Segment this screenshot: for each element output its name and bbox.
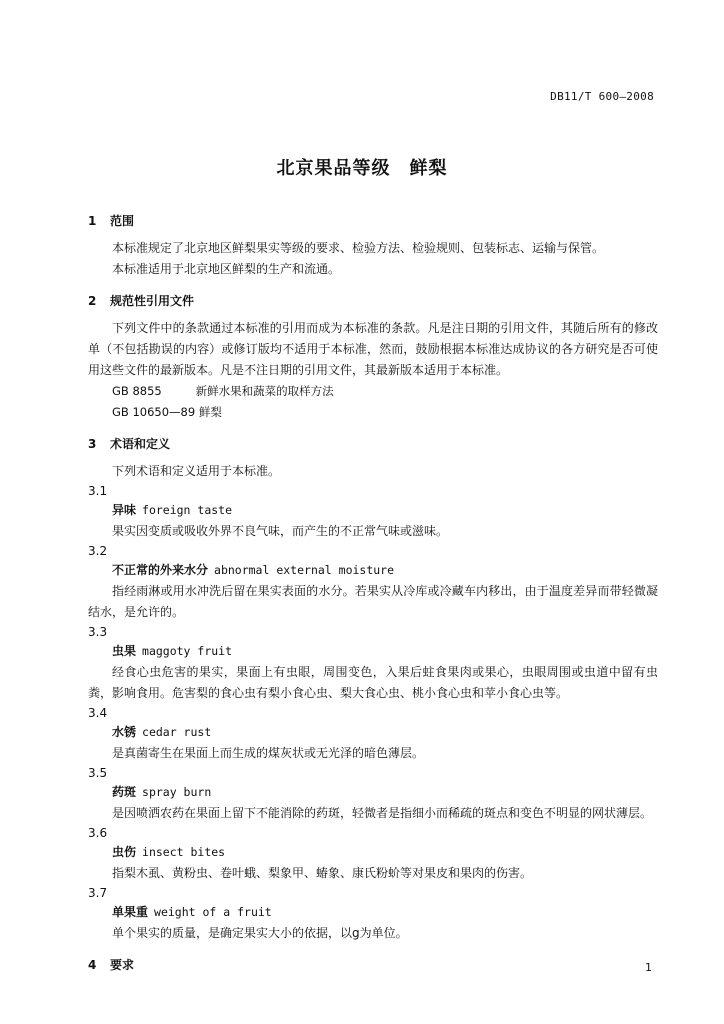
term-name-en: foreign taste [142,503,233,517]
term-name [112,842,658,863]
section-heading-terms [88,433,658,455]
reference-name: 新鲜水果和蔬菜的取样方法 [195,384,334,398]
term-entry [88,542,658,623]
term-number: 3.5 [88,766,108,780]
term-definition: 果实因变质或吸收外界不良气味，而产生的不正常气味或滋味。 [112,524,449,538]
scope-paragraph: 本标准规定了北京地区鲜梨果实等级的要求、检验方法、检验规则、包装标志、运输与保管。 [112,241,605,255]
term-name-cn: 虫伤 [112,845,137,859]
term-definition: 指梨木虱、黄粉虫、卷叶蛾、梨象甲、蝽象、康氏粉蚧等对果皮和果肉的伤害。 [112,866,533,880]
term-definition: 是真菌寄生在果面上而生成的煤灰状或无光泽的暗色薄层。 [112,746,425,760]
section-number: 4 [88,958,97,972]
section-heading-requirements [88,954,658,976]
term-definition: 经食心虫危害的果实，果面上有虫眼，周围变色，入果后蛀食果肉或果心，虫眼周围或虫道中留有虫粪，影响食用。危害梨的食心虫有梨小食心虫、梨大食心虫、桃小食心虫和苹小食心虫等。 [88,665,658,700]
document-body [88,210,658,976]
term-name [112,641,658,662]
term-name-en: weight of a fruit [154,905,272,919]
term-name [112,500,658,521]
term-number: 3.2 [88,544,108,558]
term-name-en: cedar rust [142,725,212,739]
term-entry [88,884,658,944]
reference-item [112,402,658,423]
section-title: 范围 [110,214,135,228]
term-number: 3.4 [88,706,108,720]
term-name [112,902,658,923]
section-title: 要求 [110,958,135,972]
term-name-cn: 药斑 [112,785,137,799]
term-definition: 单个果实的质量，是确定果实大小的依据，以g为单位。 [112,926,408,940]
term-name-cn: 异味 [112,503,137,517]
standard-code: DB11/T 600—2008 [550,90,654,103]
section-title: 规范性引用文件 [110,294,195,308]
reference-code: GB 10650—89 [112,405,196,419]
term-name-en: maggoty fruit [142,644,233,658]
term-definition: 是因喷洒农药在果面上留下不能消除的药斑，轻微者是指细小而稀疏的斑点和变色不明显的网状薄层。 [112,806,653,820]
term-name-cn: 不正常的外来水分 [112,563,209,577]
term-name-en: abnormal external moisture [214,563,395,577]
term-definition: 指经雨淋或用水冲洗后留在果实表面的水分。若果实从冷库或冷藏车内移出，由于温度差异而带轻微凝结水，是允许的。 [88,584,658,619]
terms-intro: 下列术语和定义适用于本标准。 [112,464,281,478]
term-entry [88,764,658,824]
scope-paragraph: 本标准适用于北京地区鲜梨的生产和流通。 [112,262,341,276]
section-number: 3 [88,437,97,451]
term-number: 3.1 [88,484,108,498]
term-name-en: spray burn [142,785,212,799]
term-name [112,560,658,581]
term-entry [88,824,658,884]
section-heading-normative-references [88,290,658,312]
section-number: 1 [88,214,97,228]
term-name-cn: 单果重 [112,905,149,919]
section-number: 2 [88,294,97,308]
term-name-cn: 水锈 [112,725,137,739]
term-name [112,782,658,803]
term-name-en: insect bites [142,845,226,859]
term-entry [88,482,658,542]
term-name-cn: 虫果 [112,644,137,658]
term-number: 3.3 [88,625,108,639]
references-paragraph: 下列文件中的条款通过本标准的引用而成为本标准的条款。凡是注日期的引用文件，其随后所有的修改单（不包括勘误的内容）或修订版均不适用于本标准，然而，鼓励根据本标准达成协议的各方研究是否可使用这些文件的最新版本。凡是不注日期的引用文件，其最新版本适用于本标准。 [88,321,658,377]
term-entry [88,623,658,704]
page-number: 1 [645,961,652,974]
reference-name: 鲜梨 [198,405,222,419]
reference-item [112,381,658,402]
term-number: 3.7 [88,886,108,900]
term-entry [88,704,658,764]
reference-code: GB 8855 [112,384,162,398]
term-name [112,722,658,743]
section-heading-scope [88,210,658,232]
section-title: 术语和定义 [110,437,171,451]
document-title: 北京果品等级 鲜梨 [276,158,448,179]
term-number: 3.6 [88,826,108,840]
